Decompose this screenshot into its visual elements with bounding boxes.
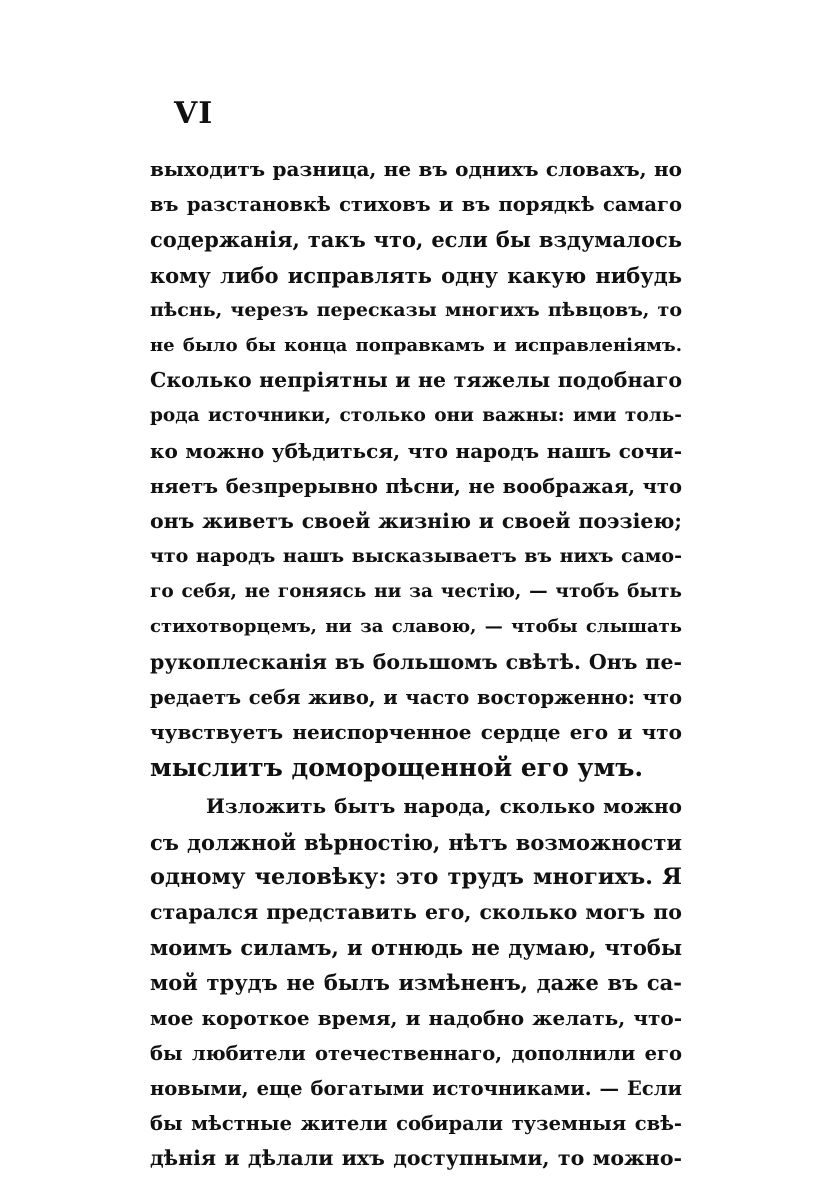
text-line: Сколько непріятны и не тяжелы подобнаго [150, 368, 682, 393]
text-line: старался представить его, сколько могъ по [150, 899, 682, 924]
text-line: няетъ безпрерывно пѣсни, не воображая, что [150, 474, 682, 498]
paragraph-1 [150, 152, 682, 785]
text-line: одному человѣку: это трудъ многихъ. Я [150, 863, 682, 890]
text-line: въ разстановкѣ стиховъ и въ порядкѣ самаго [150, 193, 682, 217]
text-line: онъ живетъ своей жизнію и своей поэзіею; [150, 508, 682, 533]
text-line: съ должной вѣрностію, нѣтъ возможности [150, 829, 682, 855]
text-line: что народъ нашъ высказываетъ въ нихъ само- [150, 545, 682, 568]
page-number: VI [174, 96, 214, 131]
paragraph-2 [150, 789, 682, 1176]
text-line: содержанія, такъ что, если бы вздумалось [150, 227, 682, 253]
text-line: рода источники, столько они важны: ими толь- [150, 405, 682, 427]
text-line: выходитъ разница, не въ однихъ словахъ, но [150, 157, 682, 181]
text-line: рукоплесканія въ большомъ свѣтѣ. Онъ пе- [150, 649, 682, 674]
text-line: стихотворцемъ, ни за славою, — чтобы слышать [150, 616, 682, 638]
text-line: дѣнія и дѣлали ихъ доступными, то можно- [150, 1146, 682, 1171]
text-line: новыми, еще богатыми источниками. — Если [150, 1076, 682, 1100]
text-line: бы мѣстные жители собирали туземныя свѣ- [150, 1112, 682, 1136]
text-line: мое короткое время, и надобно желать, что- [150, 1005, 682, 1030]
text-line: го себя, не гоняясь ни за честію, — чтобъ быть [150, 581, 682, 603]
text-line: не было бы конца поправкамъ и исправленіямъ. [150, 334, 682, 356]
text-line: чувствуетъ неиспорченное сердце его и что [150, 720, 682, 744]
text-line: пѣснь, черезъ пересказы многихъ пѣвцовъ, то [150, 298, 682, 321]
text-line: редаетъ себя живо, и часто восторженно: что [150, 685, 682, 709]
text-line: моимъ силамъ, и отнюдь не думаю, чтобы [150, 935, 682, 961]
text-line: ко можно убѣдиться, что народъ нашъ сочи- [150, 438, 682, 463]
text-line: бы любители отечественнаго, дополнили его [150, 1041, 682, 1065]
text-line: мой трудъ не былъ измѣненъ, даже въ са- [150, 970, 682, 996]
text-line: кому либо исправлять одну какую нибудь [150, 262, 682, 288]
body-text [150, 152, 682, 1176]
text-line: мыслитъ доморощенной его умъ. [150, 753, 644, 783]
text-line: Изложить бытъ народа, сколько можно [206, 794, 682, 819]
